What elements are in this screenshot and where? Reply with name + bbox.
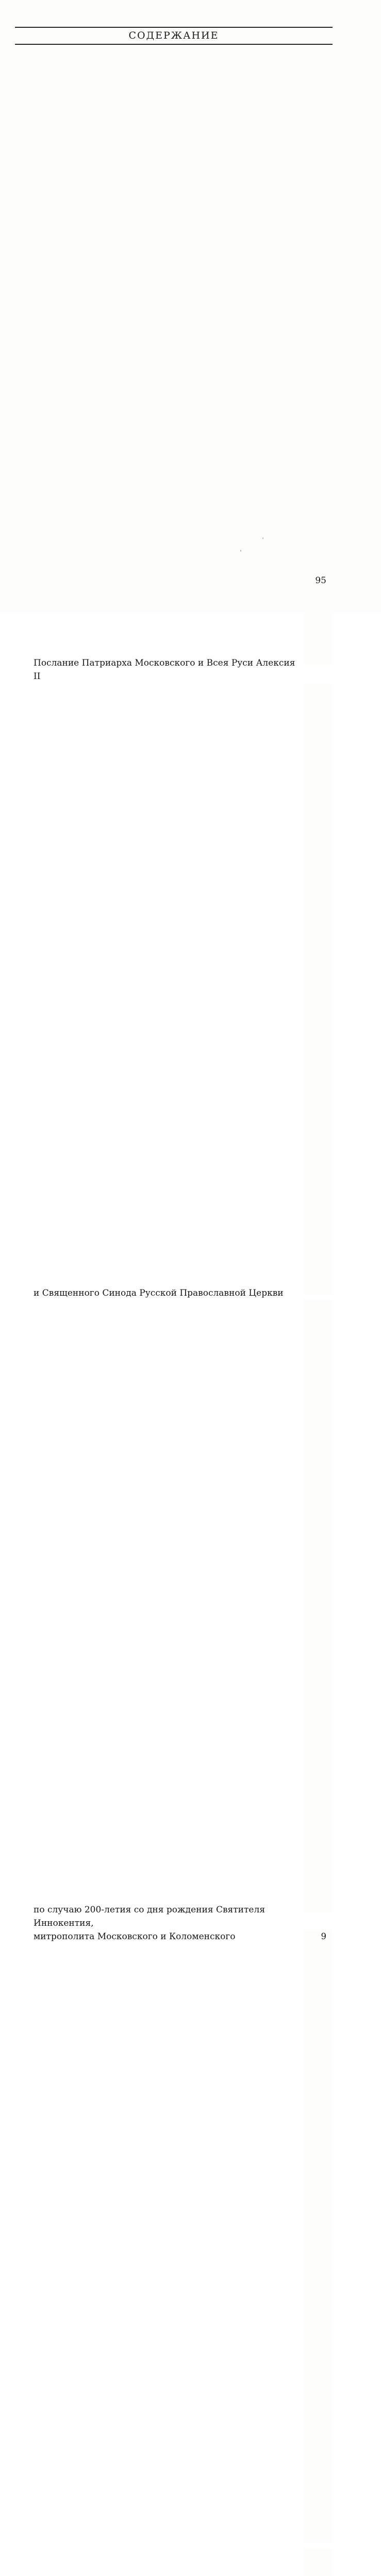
scan-speck <box>262 537 263 539</box>
scan-speck <box>240 550 241 552</box>
toc-page-number <box>304 53 333 666</box>
toc-line-text: митрополита Московского и Коломенского <box>34 1931 236 1942</box>
toc-content <box>15 27 333 2576</box>
toc-line <box>15 2549 333 2576</box>
toc-line-text: и Священного Синода Русской Православной Церкви <box>34 1288 284 1298</box>
toc-line <box>15 1300 333 1930</box>
toc-page-number <box>304 683 333 1296</box>
toc-line <box>15 683 333 1300</box>
toc-line-text: по случаю 200-летия со дня рождения Святителя Иннокентия, <box>34 1905 265 1928</box>
toc-section-epistle <box>15 53 333 2543</box>
toc-line-text: Послание Патриарха Московского и Всея Руси Алексия II <box>34 658 295 682</box>
toc-page-number <box>304 2549 333 2576</box>
toc-section-preface <box>15 2549 333 2576</box>
toc-sections <box>15 53 333 2576</box>
toc-page-number <box>304 1300 333 1912</box>
page-title: СОДЕРЖАНИЕ <box>128 30 219 41</box>
toc-line <box>15 1930 333 2543</box>
toc-page-number: 9 <box>304 1930 333 2543</box>
toc-header <box>15 27 333 45</box>
folio-page-number: 95 <box>315 575 326 586</box>
toc-line <box>15 53 333 683</box>
